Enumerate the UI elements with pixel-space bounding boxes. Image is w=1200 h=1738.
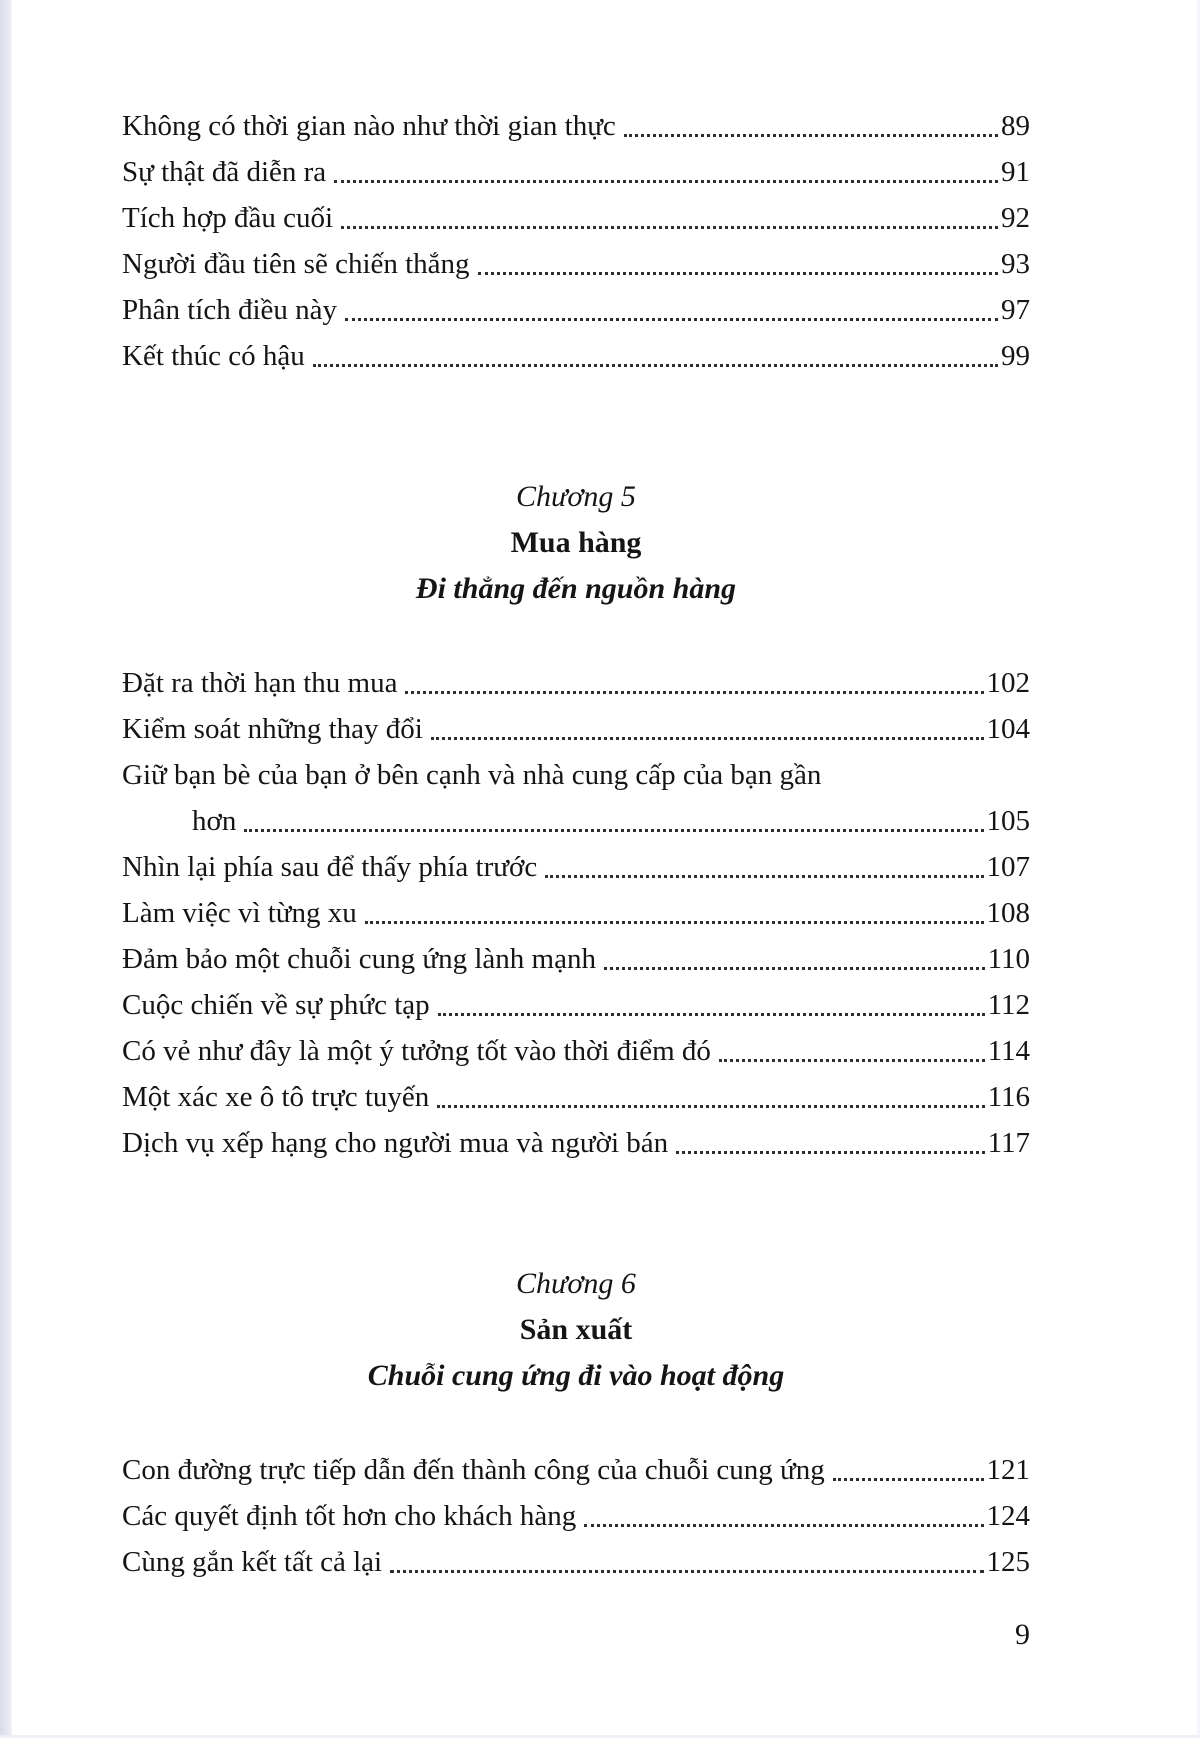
toc-entry-title: Nhìn lại phía sau để thấy phía trước <box>122 851 538 883</box>
dot-leader <box>431 737 984 740</box>
dot-leader <box>584 1524 983 1527</box>
toc-entry-title: Tích hợp đầu cuối <box>122 202 334 234</box>
toc-entry-page: 112 <box>987 989 1030 1021</box>
toc-entry-page: 125 <box>986 1546 1030 1578</box>
toc-entry-page: 124 <box>986 1500 1030 1532</box>
dot-leader <box>437 1105 984 1108</box>
toc-entry <box>122 844 1030 890</box>
toc-entry-page: 89 <box>1001 110 1030 142</box>
toc-entry <box>122 706 1030 752</box>
toc-entry-title: Kiểm soát những thay đổi <box>122 713 423 745</box>
toc-entry-page: 97 <box>1001 294 1030 326</box>
toc-entry-title: hơn <box>192 805 237 837</box>
toc-entry-page: 102 <box>986 667 1030 699</box>
toc-entry-title: Kết thúc có hậu <box>122 340 305 372</box>
toc-entry <box>122 1120 1030 1166</box>
chapter-heading <box>122 1261 1030 1399</box>
toc-entry <box>122 287 1030 333</box>
dot-leader <box>341 226 998 229</box>
toc-entry <box>122 798 1030 844</box>
chapter-number: Chương 5 <box>516 480 636 513</box>
chapter-heading <box>122 474 1030 612</box>
dot-leader <box>405 691 983 694</box>
toc-entry-page: 110 <box>987 943 1030 975</box>
dot-leader <box>438 1013 985 1016</box>
toc-entry <box>122 1493 1030 1539</box>
dot-leader <box>545 875 983 878</box>
chapter-subtitle: Chuỗi cung ứng đi vào hoạt động <box>367 1359 785 1392</box>
dot-leader <box>676 1151 984 1154</box>
toc-entry <box>122 936 1030 982</box>
toc-entry <box>122 1028 1030 1074</box>
dot-leader <box>833 1478 984 1481</box>
chapter-title: Sản xuất <box>519 1313 633 1346</box>
toc-entry-page: 107 <box>986 851 1030 883</box>
toc-entry-title: Các quyết định tốt hơn cho khách hàng <box>122 1500 577 1532</box>
toc-entry-page: 91 <box>1001 156 1030 188</box>
dot-leader <box>719 1059 985 1062</box>
toc-entry-page: 117 <box>987 1127 1030 1159</box>
toc-entry-title: Làm việc vì từng xu <box>122 897 357 929</box>
toc-entry-title: Dịch vụ xếp hạng cho người mua và người bán <box>122 1127 669 1159</box>
dot-leader <box>345 318 998 321</box>
toc-entry-page: 105 <box>986 805 1030 837</box>
toc-entry <box>122 1447 1030 1493</box>
toc-entry-title: Cuộc chiến về sự phức tạp <box>122 989 430 1021</box>
toc-entry-title: Cùng gắn kết tất cả lại <box>122 1546 383 1578</box>
toc-entry-title: Giữ bạn bè của bạn ở bên cạnh và nhà cung cấp của bạn gần <box>122 759 822 791</box>
toc-entry-page: 99 <box>1001 340 1030 372</box>
toc-entry-title: Phân tích điều này <box>122 294 338 326</box>
toc-entry <box>122 890 1030 936</box>
dot-leader <box>624 134 998 137</box>
toc-entry-page: 116 <box>987 1081 1030 1113</box>
dot-leader <box>334 180 998 183</box>
dot-leader <box>365 921 984 924</box>
toc-entry-title: Người đầu tiên sẽ chiến thắng <box>122 248 470 280</box>
toc-entry-title: Con đường trực tiếp dẫn đến thành công của chuỗi cung ứng <box>122 1454 825 1486</box>
toc-entry <box>122 1539 1030 1585</box>
dot-leader <box>313 364 998 367</box>
page-number: 9 <box>1015 1618 1030 1651</box>
toc-entry-page: 93 <box>1001 248 1030 280</box>
chapter-subtitle: Đi thẳng đến nguồn hàng <box>415 572 737 605</box>
toc-entry <box>122 982 1030 1028</box>
toc-entry-page: 121 <box>986 1454 1030 1486</box>
chapter-title: Mua hàng <box>510 526 642 559</box>
toc-entry <box>122 333 1030 379</box>
toc-entry-title: Một xác xe ô tô trực tuyến <box>122 1081 430 1113</box>
toc-entry <box>122 1074 1030 1120</box>
toc-entry-page: 108 <box>986 897 1030 929</box>
toc-entry <box>122 195 1030 241</box>
toc-entry-title: Có vẻ như đây là một ý tưởng tốt vào thời điểm đó <box>122 1035 711 1067</box>
toc-entry <box>122 149 1030 195</box>
dot-leader <box>604 967 985 970</box>
chapter-number: Chương 6 <box>516 1267 636 1300</box>
toc <box>122 103 1030 1585</box>
toc-entry-page: 104 <box>986 713 1030 745</box>
toc-entry <box>122 660 1030 706</box>
toc-entry-title: Đặt ra thời hạn thu mua <box>122 667 398 699</box>
toc-entry-page: 114 <box>987 1035 1030 1067</box>
toc-entry-title: Sự thật đã diễn ra <box>122 156 327 188</box>
toc-entry-title: Đảm bảo một chuỗi cung ứng lành mạnh <box>122 943 596 975</box>
toc-entry-page: 92 <box>1001 202 1030 234</box>
dot-leader <box>478 272 998 275</box>
dot-leader <box>390 1570 983 1573</box>
toc-entry <box>122 752 1030 798</box>
toc-entry-title: Không có thời gian nào như thời gian thực <box>122 110 616 142</box>
dot-leader <box>244 829 983 832</box>
toc-entry <box>122 241 1030 287</box>
toc-entry <box>122 103 1030 149</box>
